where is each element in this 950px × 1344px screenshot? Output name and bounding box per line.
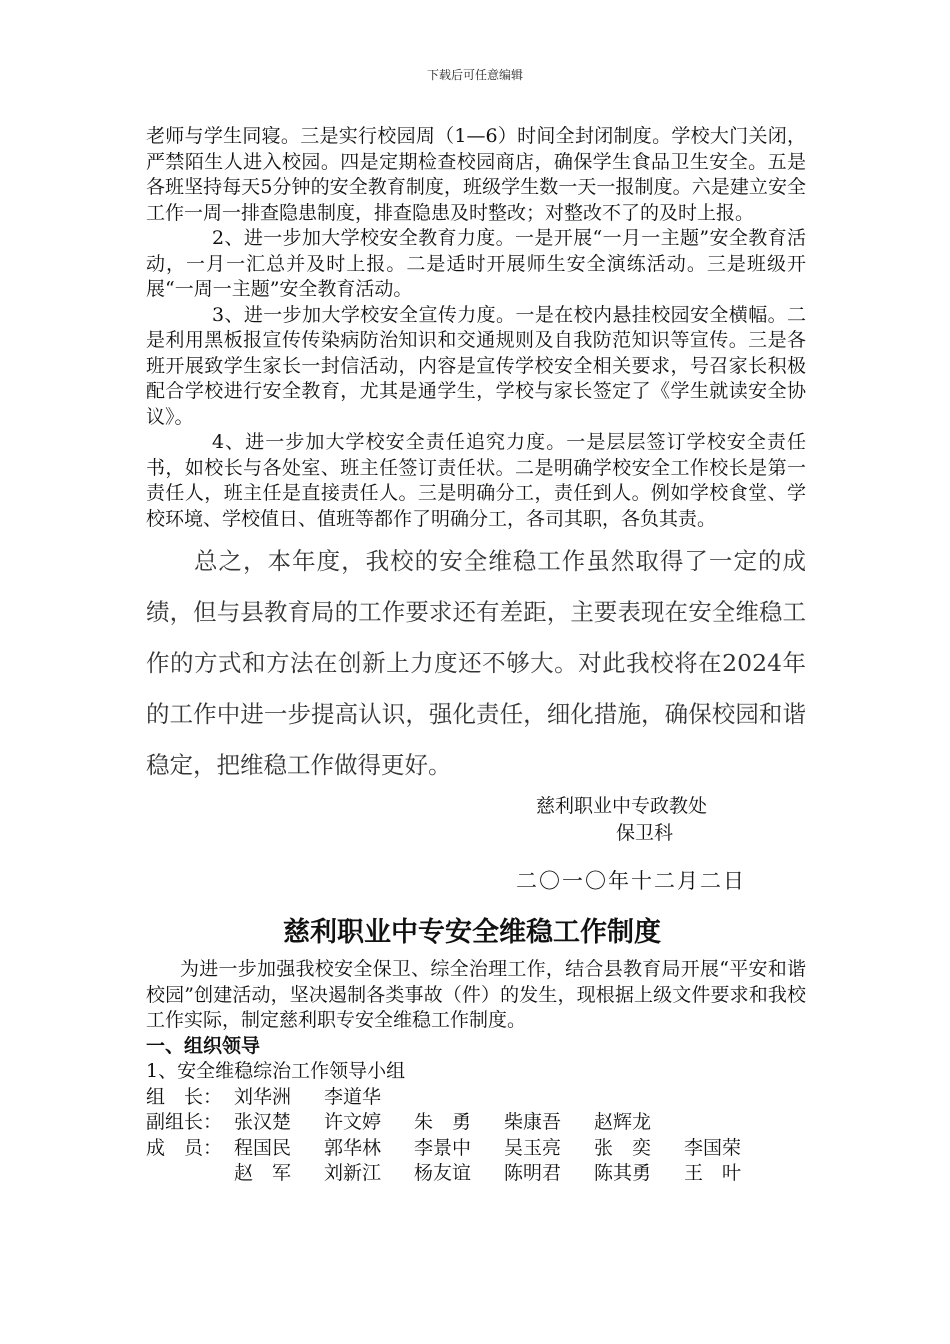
member-name: 许文婷: [324, 1111, 382, 1133]
member-name: 陈其勇: [594, 1162, 652, 1184]
paragraph-safety-publicity: 3、进一步加大学校安全宣传力度。一是在校内悬挂校园安全横幅。二是利用黑板报宣传传染病防治知识和交通规则及自我防范知识等宣传。三是各班开展致学生家长一封信活动，内容是宣传学校安全相关要求，号召家长积极配合学校进行安全教育，尤其是通学生，学校与家长签定了《学生就读安全协议》。: [146, 303, 806, 428]
member-names: [234, 1110, 684, 1136]
member-name: 张 奕: [594, 1136, 652, 1159]
member-names: [234, 1161, 774, 1187]
member-name: 王 叶: [684, 1162, 742, 1184]
member-name: 李景中: [414, 1136, 472, 1159]
member-row-leader: [146, 1085, 806, 1111]
signature-date: 二〇一〇年十二月二日: [516, 869, 746, 893]
member-name: 赵辉龙: [594, 1111, 652, 1133]
member-name: 陈明君: [504, 1162, 562, 1184]
member-row-members-continued: [146, 1161, 806, 1187]
member-name: 张汉楚: [234, 1111, 292, 1133]
member-role: 组 长：: [146, 1085, 223, 1108]
signature-block: [146, 793, 806, 847]
member-names: [234, 1136, 774, 1162]
member-name: 郭华林: [324, 1136, 382, 1159]
member-name: 杨友谊: [414, 1162, 472, 1184]
member-name: 朱 勇: [414, 1111, 472, 1133]
member-name: 刘华洲: [234, 1085, 292, 1108]
member-role: 成 员：: [146, 1136, 223, 1159]
paragraph-safety-education: 2、进一步加大学校安全教育力度。一是开展“一月一主题”安全教育活动，一月一汇总并及时上报。二是适时开展师生安全演练活动。三是班级开展“一周一主题”安全教育活动。: [146, 227, 806, 300]
member-name: 程国民: [234, 1136, 292, 1159]
member-name: 吴玉亮: [504, 1136, 562, 1159]
paragraph-safety-measures: 老师与学生同寝。三是实行校园周（1—6）时间全封闭制度。学校大门关闭，严禁陌生人进入校园。四是定期检查校园商店，确保学生食品卫生安全。五是各班坚持每天5分钟的安全教育制度，班级学生数一天一报制度。六是建立安全工作一周一排查隐患制度，排查隐患及时整改；对整改不了的及时上报。: [146, 125, 806, 224]
member-name: 李道华: [324, 1085, 382, 1108]
member-row-deputy: [146, 1110, 806, 1136]
member-role: 副组长：: [146, 1111, 223, 1133]
member-row-members: [146, 1136, 806, 1162]
member-name: 刘新江: [324, 1162, 382, 1184]
section-heading: 一、组织领导: [146, 1034, 261, 1057]
signature-department: 慈利职业中专政教处: [536, 795, 708, 817]
member-list: [146, 1085, 806, 1187]
document-body: [146, 124, 806, 1187]
section-subheading: 1、安全维稳综治工作领导小组: [146, 1060, 406, 1082]
member-name: 赵 军: [234, 1162, 292, 1184]
member-name: 李国荣: [684, 1136, 742, 1159]
download-note: 下载后可任意编辑: [426, 68, 523, 82]
document-title: 慈利职业中专安全维稳工作制度: [283, 917, 661, 948]
member-role: [146, 1161, 234, 1187]
signature-section: 保卫科: [616, 822, 674, 844]
paragraph-safety-responsibility: 4、进一步加大学校安全责任追究力度。一是层层签订学校安全责任书，如校长与各处室、班主任签订责任状。二是明确学校安全工作校长是第一责任人，班主任是直接责任人。三是明确分工，责任到人。例如学校食堂、学校环境、学校值日、值班等都作了明确分工，各司其职，各负其责。: [146, 431, 806, 530]
member-name: 柴康吾: [504, 1111, 562, 1133]
member-names: [234, 1085, 414, 1111]
summary-paragraph: 总之，本年度，我校的安全维稳工作虽然取得了一定的成绩，但与县教育局的工作要求还有差距，主要表现在安全维稳工作的方式和方法在创新上力度还不够大。对此我校将在2024年的工作中进一步提高认识，强化责任，细化措施，确保校园和谐稳定，把维稳工作做得更好。: [146, 547, 806, 779]
intro-paragraph: 为进一步加强我校安全保卫、综全治理工作，结合县教育局开展“平安和谐校园”创建活动，坚决遏制各类事故（件）的发生，现根据上级文件要求和我校工作实际，制定慈利职专安全维稳工作制度。: [146, 958, 806, 1031]
